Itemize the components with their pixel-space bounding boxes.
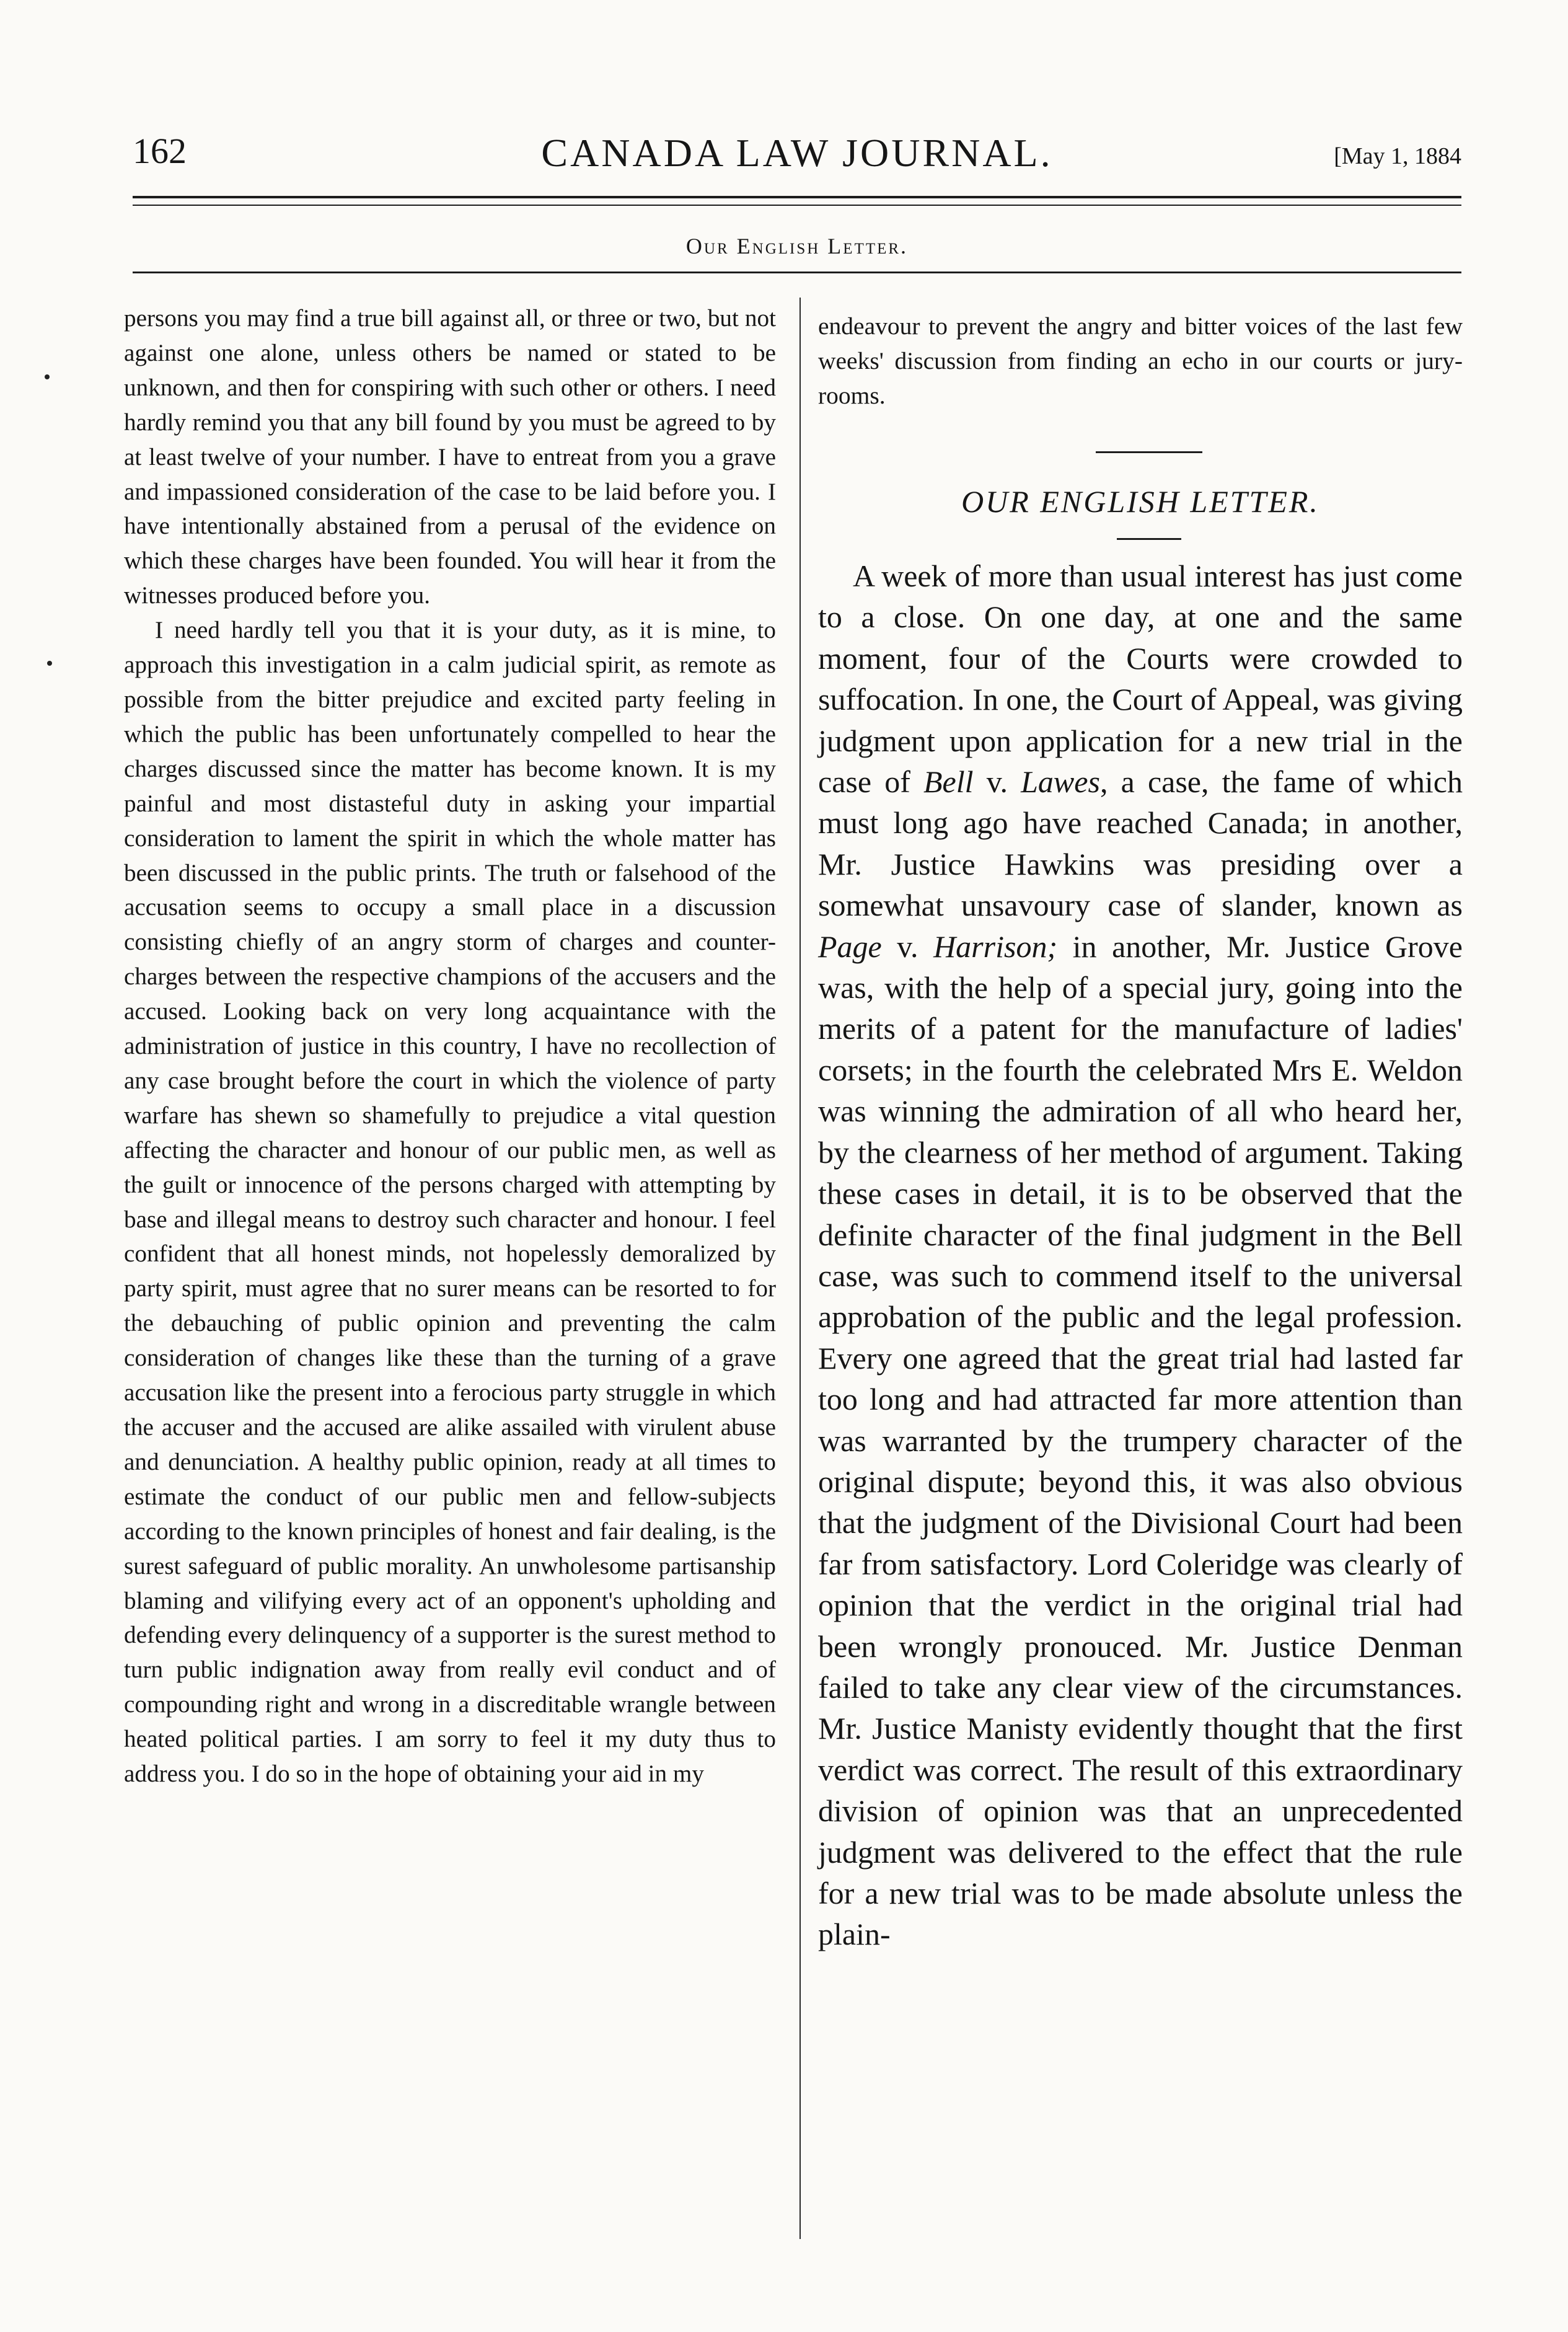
article-body [818, 555, 1463, 1955]
header-rule-thick [133, 196, 1461, 198]
article-text: v. [973, 764, 1021, 800]
header-rule-thin [133, 205, 1461, 206]
journal-title: CANADA LAW JOURNAL. [541, 131, 1053, 175]
left-paragraph-2: I need hardly tell you that it is your duty, as it is mine, to approach this investigation in a calm judicial spirit, as remote as possible from the bitter prejudice and excited party feeling in which the public has been unfortunately compelled to hear the charges discussed since the matter has become known. It is my painful and most distasteful duty in asking your impartial consideration to lament the spirit in which the whole matter has been discussed in the public prints. The truth or falsehood of the accusation seems to occupy a small place in a discussion consisting chiefly of an angry storm of charges and counter-charges between the respective champions of the accusers and the accused. Looking back on very long acquaintance with the administration of justice in this country, I have no recollection of any case brought before the court in which the violence of party warfare has shewn so shamefully to prejudice a vital question affecting the character and honour of our public men, as well as the guilt or innocence of the persons charged with attempting by base and illegal means to destroy such character and honour. I feel confident that all honest minds, not hopelessly demoralized by party spirit, must agree that no surer means can be resorted to for the debauching of public opinion and preventing the calm consideration of changes like these than the turning of a grave accusation like the present into a ferocious party struggle in which the accuser and the accused are alike assailed with virulent abuse and denunciation. A healthy public opinion, ready at all times to estimate the conduct of our public men and fellow-subjects according to the known principles of honest and fair dealing, is the surest safeguard of public morality. An unwholesome partisanship blaming and vilifying every act of an opponent's upholding and defending every delinquency of a supporter is the surest method to turn public indignation away from really evil conduct and of compounding right and wrong in a discreditable wrangle between heated political parties. I am sorry to feel it my duty thus to address you. I do so in the hope of obtaining your aid in my [124, 617, 776, 1788]
case-name: Page [818, 929, 882, 964]
issue-date: [May 1, 1884 [1334, 143, 1461, 169]
article-text: in another, Mr. Justice Grove was, with the help of a special jury, going into the merits of a patent for the manufacture of ladies' corsets; in the fourth the celebrated Mrs E. Weldon was winning the admiration of all who heard her, by the clearness of her method of argument. Taking these cases in detail, it is to be observed that the definite character of the final judgment in the Bell case, was such to commend itself to the universal approbation of the public and the legal profession. Every one agreed that the great trial had lasted far too long and had attracted far more attention than was warranted by the trumpery character of the original dispute; beyond this, it was also obvious that the judgment of the Divisional Court had been far from satisfactory. Lord Coleridge was clearly of opinion that the verdict in the original trial had been wrongly pronouced. Mr. Justice Denman failed to take any clear view of the circumstances. Mr. Justice Manisty evidently thought that the first verdict was correct. The result of this extraordinary division of opinion was that an unprecedented judgment was delivered to the effect that the rule for a new trial was to be made absolute unless the plain- [818, 929, 1463, 1952]
section-rule-bottom [1117, 538, 1181, 540]
article-text: A week of more than usual interest has just come to a close. On one day, at one and the same moment, four of the Courts were crowded to suffocation. In one, the Court of Appeal, was giving judgment upon application for a new trial in the case of [818, 559, 1463, 800]
article-text: , a case, the fame of which must long ago have reached Canada; in another, Mr. Justice Hawkins was presiding over a somewhat unsavoury case of slander, known as [818, 764, 1463, 923]
column-divider [799, 298, 801, 2239]
running-head: Our English Letter. [685, 234, 909, 258]
margin-mark [47, 661, 52, 666]
article-text: v. [881, 929, 934, 964]
case-name: Harrison; [933, 929, 1058, 964]
page-header [133, 130, 1461, 180]
left-paragraph-1: persons you may find a true bill against all, or three or two, but not against one alone, unless others be named or stated to be unknown, and then for conspiring with such other or others. I need hardly remind you that any bill found by you must be agreed to by at least twelve of your number. I have to entreat from you a grave and impassioned consideration of the case to be laid before you. I have intentionally abstained from a perusal of the evidence on which these charges have been founded. You will hear it from the witnesses produced before you. [124, 305, 776, 609]
article-title: OUR ENGLISH LETTER. [961, 484, 1319, 519]
running-head-rule [133, 272, 1461, 273]
section-rule-top [1096, 451, 1202, 453]
continuation-paragraph: endeavour to prevent the angry and bitter voices of the last few weeks' discussion from finding an echo in our courts or jury-rooms. [818, 312, 1463, 409]
case-name: Lawes [1021, 764, 1100, 800]
right-column-continuation [818, 309, 1463, 413]
case-name: Bell [923, 764, 974, 800]
page-number: 162 [133, 131, 187, 171]
left-column [124, 301, 776, 1791]
margin-mark [45, 374, 50, 379]
article-paragraph [818, 555, 1463, 1955]
